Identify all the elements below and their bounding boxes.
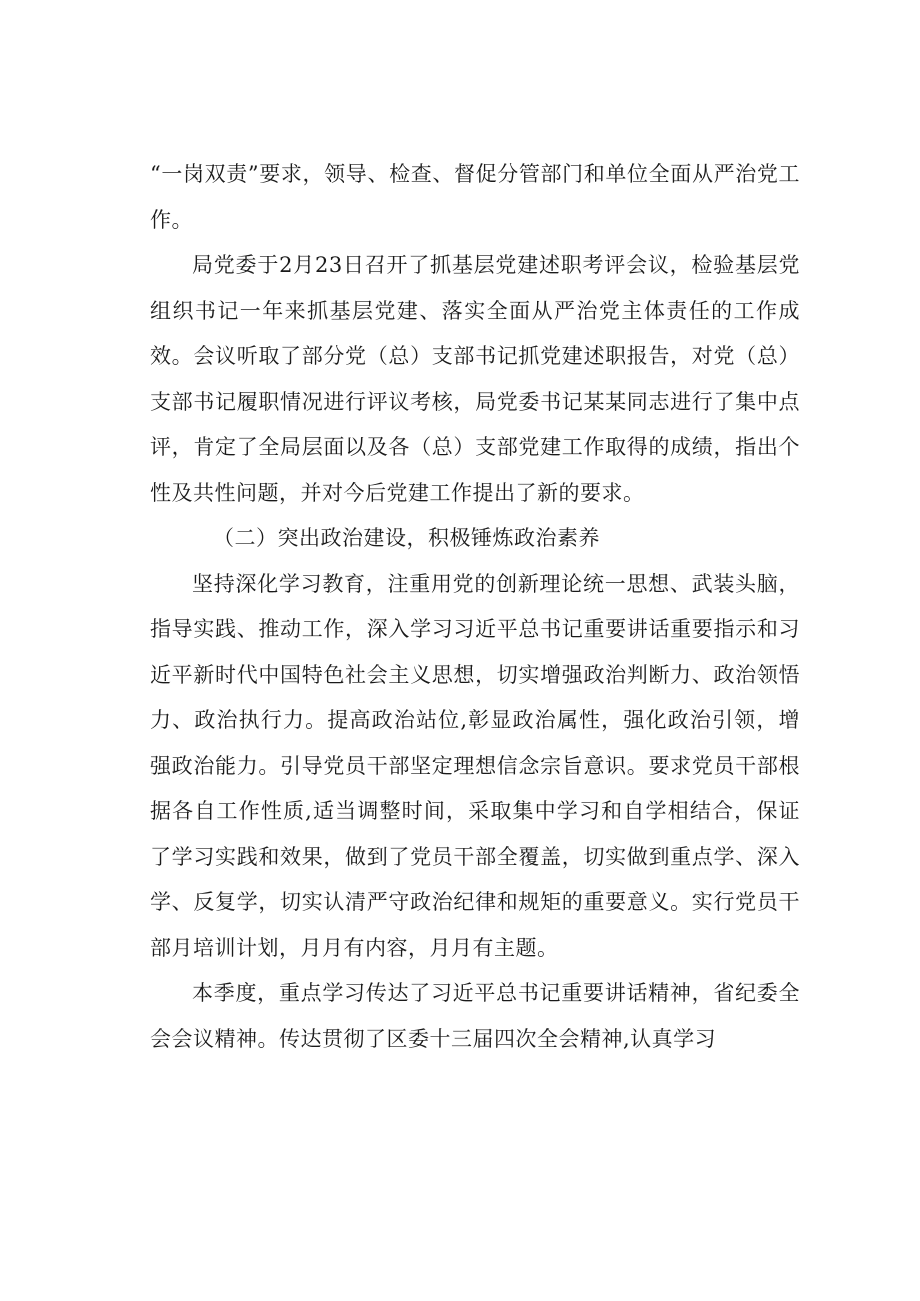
paragraph-quarter-study: 本季度，重点学习传达了习近平总书记重要讲话精神，省纪委全会会议精神。传达贯彻了区委十三届四次全会精神,认真学习 (150, 981, 800, 1051)
paragraph-study-education: 坚持深化学习教育，注重用党的创新理论统一思想、武装头脑，指导实践、推动工作，深入学习习近平总书记重要讲话重要指示和习近平新时代中国特色社会主义思想，切实增强政治判断力、政治领悟力、政治执行力。提高政治站位,彰显政治属性，强化政治引领，增强政治能力。引导党员干部坚定理想信念宗旨意识。要求党员干部根据各自工作性质,适当调整时间，采取集中学习和自学相结合，保证了学习实践和效果，做到了党员干部全覆盖，切实做到重点学、深入学、反复学，切实认清严守政治纪律和规矩的重要意义。实行党员干部月培训计划，月月有内容，月月有主题。 (150, 571, 800, 960)
paragraph-assessment-meeting: 局党委于2月23日召开了抓基层党建述职考评会议，检验基层党组织书记一年来抓基层党建、落实全面从严治党主体责任的工作成效。会议听取了部分党（总）支部书记抓党建述职报告，对党（总）支部书记履职情况进行评议考核，局党委书记某某同志进行了集中点评，肯定了全局层面以及各（总）支部党建工作取得的成绩，指出个性及共性问题，并对今后党建工作提出了新的要求。 (150, 253, 800, 505)
section-heading-political-building: （二）突出政治建设，积极锤炼政治素养 (213, 526, 600, 550)
document-body (150, 152, 800, 1062)
paragraph-continuation: “一岗双责”要求，领导、检查、督促分管部门和单位全面从严治党工作。 (150, 162, 800, 232)
